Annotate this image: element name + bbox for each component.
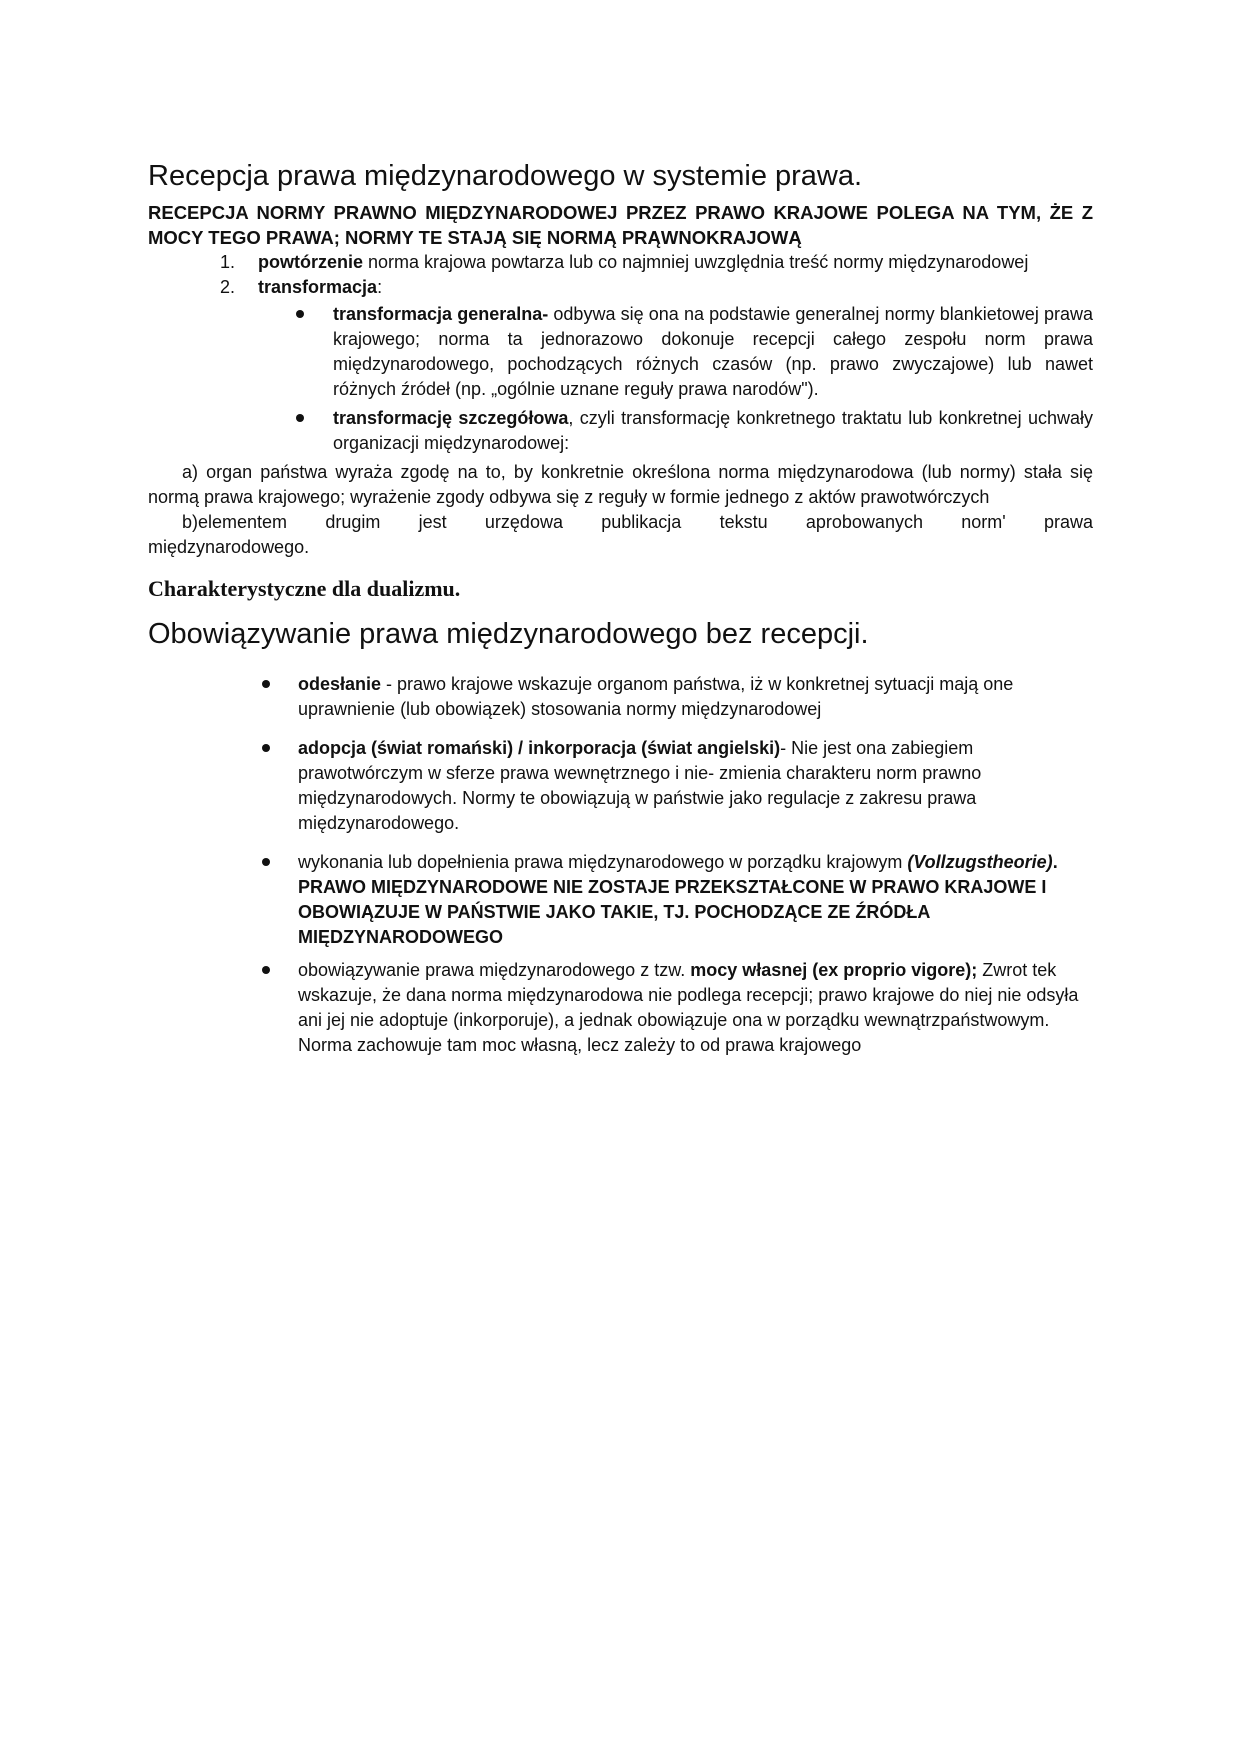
bullet-term: transformację szczegółowa bbox=[333, 408, 569, 428]
list-term: powtórzenie bbox=[258, 252, 364, 272]
bullet-icon bbox=[262, 744, 270, 752]
list-text: norma krajowa powtarza lub co najmniej uwzględnia treść normy międzynarodowej bbox=[363, 252, 1029, 272]
sub-bullet-list bbox=[148, 302, 1093, 456]
paragraph-b: b)elementem drugim jest urzędowa publikacja tekstu aprobowanych norm' prawa bbox=[182, 512, 1093, 532]
bullet-icon bbox=[262, 858, 270, 866]
list-item bbox=[148, 958, 1093, 1058]
list-item bbox=[148, 672, 1093, 722]
bullet-text: - prawo krajowe wskazuje organom państwa, iż w konkretnej sytuacji mają one uprawnienie (lub obowiązek) stosowania normy międzynarodowej bbox=[298, 674, 1014, 719]
bullet-text: wykonania lub dopełnienia prawa międzynarodowego w porządku krajowym bbox=[298, 852, 908, 872]
bullet-italic: (Vollzugstheorie) bbox=[907, 852, 1053, 872]
list-number: 1. bbox=[220, 252, 236, 272]
bullet-text: - Nie jest ona zabiegiem prawotwórczym w sferze prawa wewnętrznego i nie- zmienia charakteru norm prawno międzynarodowych. Normy te obowiązują w państwie jako regulacje z zakresu prawa międzynarodowego. bbox=[298, 738, 982, 833]
list-term: transformacja bbox=[258, 277, 378, 297]
list-number: 2. bbox=[220, 277, 236, 297]
section2-title: Obowiązywanie prawa międzynarodowego bez recepcji. bbox=[148, 618, 869, 650]
bullet-text: , czyli transformację konkretnego traktatu lub konkretnej uchwały organizacji międzynarodowej: bbox=[333, 408, 1093, 453]
bullet-icon bbox=[262, 966, 270, 974]
bullet-icon bbox=[262, 680, 270, 688]
list-item bbox=[148, 850, 1093, 950]
bullet-text: obowiązywanie prawa międzynarodowego z tzw. bbox=[298, 960, 691, 980]
bullet-bold: mocy własnej (ex proprio vigore); bbox=[690, 960, 978, 980]
caps-intro: RECEPCJA NORMY PRAWNO MIĘDZYNARODOWEJ PRZEZ PRAWO KRAJOWE POLEGA NA TYM, ŻE Z MOCY TEGO PRAWA; NORMY TE STAJĄ SIĘ NORMĄ PRĄWNOKRAJOWĄ bbox=[148, 202, 1093, 248]
paragraph-a: a) organ państwa wyraża zgodę na to, by konkretnie określona norma międzynarodowa (lub normy) stała się normą prawa krajowego; wyrażenie zgody odbywa się z reguły w formie jednego z aktów prawotwórczych bbox=[148, 462, 1093, 507]
bullet-icon bbox=[296, 310, 304, 318]
list-item bbox=[148, 275, 1093, 300]
paragraph-b-continued: międzynarodowego. bbox=[148, 537, 310, 557]
list-text: : bbox=[377, 277, 383, 297]
list-item bbox=[148, 302, 1093, 402]
bullet-bold: . PRAWO MIĘDZYNARODOWE NIE ZOSTAJE PRZEKSZTAŁCONE W PRAWO KRAJOWE I OBOWIĄZUJE W PAŃSTWIE JAKO TAKIE, TJ. POCHODZĄCE ZE ŹRÓDŁA MIĘDZYNARODOWEGO bbox=[298, 852, 1058, 947]
bullet-term: odesłanie bbox=[298, 674, 382, 694]
bullet-icon bbox=[296, 414, 304, 422]
list-item bbox=[148, 736, 1093, 836]
bullet-rest: Zwrot tek wskazuje, że dana norma międzynarodowa nie podlega recepcji; prawo krajowe do niej nie odsyła ani jej nie adoptuje (inkorporuje), a jednak obowiązuje ona w porządku wewnątrzpaństwowym. Norma zachowuje tam moc własną, lecz zależy to od prawa krajowego bbox=[298, 960, 1079, 1055]
bullet-list bbox=[148, 672, 1093, 1058]
section1-title: Recepcja prawa międzynarodowego w systemie prawa. bbox=[148, 160, 863, 192]
bullet-term: transformacja generalna- bbox=[333, 304, 549, 324]
list-item bbox=[148, 250, 1093, 275]
bullet-text: odbywa się ona na podstawie generalnej normy blankietowej prawa krajowego; norma ta jednorazowo dokonuje recepcji całego zespołu norm prawa międzynarodowego, pochodzących różnych czasów (np. prawo zwyczajowe) lub nawet różnych źródeł (np. „ogólnie uznane reguły prawa narodów"). bbox=[333, 304, 1094, 399]
numbered-list bbox=[148, 250, 1093, 300]
bullet-term: adopcja (świat romański) / inkorporacja (świat angielski) bbox=[298, 738, 781, 758]
list-item bbox=[148, 406, 1093, 456]
dualism-heading: Charakterystyczne dla dualizmu. bbox=[148, 576, 461, 601]
document-content bbox=[148, 156, 1093, 1072]
